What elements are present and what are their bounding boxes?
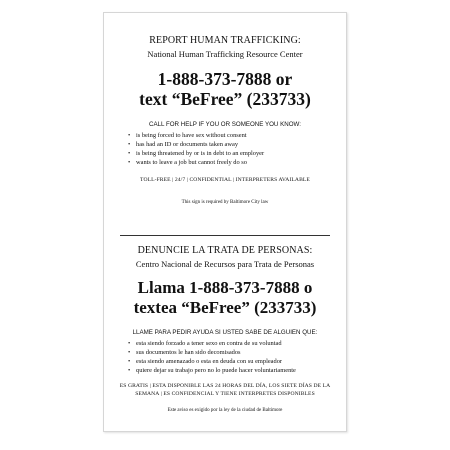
spanish-callout: LLAME PARA PEDIR AYUDA SI USTED SABE DE ALGUIEN QUE:: [132, 329, 318, 336]
spanish-service-info-line1: ES GRATIS | ESTA DISPONIBLE LAS 24 HORAS DEL DÍA, LOS SIETE DÍAS DE LA: [119, 383, 331, 389]
spanish-service-info-line2: SEMANA | ES CONFIDENCIAL Y TIENE INTERPRETES DISPONIBLES: [135, 391, 315, 397]
spanish-hotline-line1: Llama 1-888-373-7888 o: [137, 278, 313, 297]
spanish-subhead: Centro Nacional de Recursos para Trata de Personas: [135, 259, 315, 269]
list-item: • wants to leave a job but cannot freely do so: [128, 158, 334, 167]
spanish-section: [116, 245, 334, 414]
english-hotline-line2: text “BeFree” (233733): [139, 89, 311, 109]
trafficking-sign: [103, 12, 347, 432]
list-item: • has had an ID or documents taken away: [128, 140, 334, 149]
english-headline: REPORT HUMAN TRAFFICKING:: [149, 35, 301, 46]
english-hotline-line1: 1-888-373-7888 or: [157, 69, 293, 89]
english-bullet-list: [116, 131, 334, 167]
english-section: [116, 35, 334, 206]
english-subhead: National Human Trafficking Resource Center: [147, 49, 303, 59]
english-law-notice: This sign is required by Baltimore City law: [181, 200, 269, 205]
list-item: • esta siendo amenazado o esta en deuda con su empleador: [128, 357, 334, 366]
spanish-law-notice: Este aviso es exigido por la ley de la ciudad de Baltimore: [167, 408, 283, 413]
section-divider: [120, 235, 330, 236]
list-item: • quiere dejar su trabajo pero no lo puede hacer voluntariamente: [128, 366, 334, 375]
list-item: • is being threatened by or is in debt to an employer: [128, 149, 334, 158]
english-callout: CALL FOR HELP IF YOU OR SOMEONE YOU KNOW:: [149, 121, 301, 128]
list-item: • sus documentos le han sido decomisados: [128, 348, 334, 357]
spanish-headline: DENUNCIE LA TRATA DE PERSONAS:: [137, 245, 313, 256]
list-item: • esta siendo forzado a tener sexo en contra de su voluntad: [128, 339, 334, 348]
spanish-hotline-line2: textea “BeFree” (233733): [133, 298, 317, 317]
spanish-service-info: [116, 382, 334, 398]
english-service-info: TOLL-FREE | 24/7 | CONFIDENTIAL | INTERPRETERS AVAILABLE: [140, 177, 310, 183]
list-item: • is being forced to have sex without consent: [128, 131, 334, 140]
spanish-bullet-list: [116, 339, 334, 375]
